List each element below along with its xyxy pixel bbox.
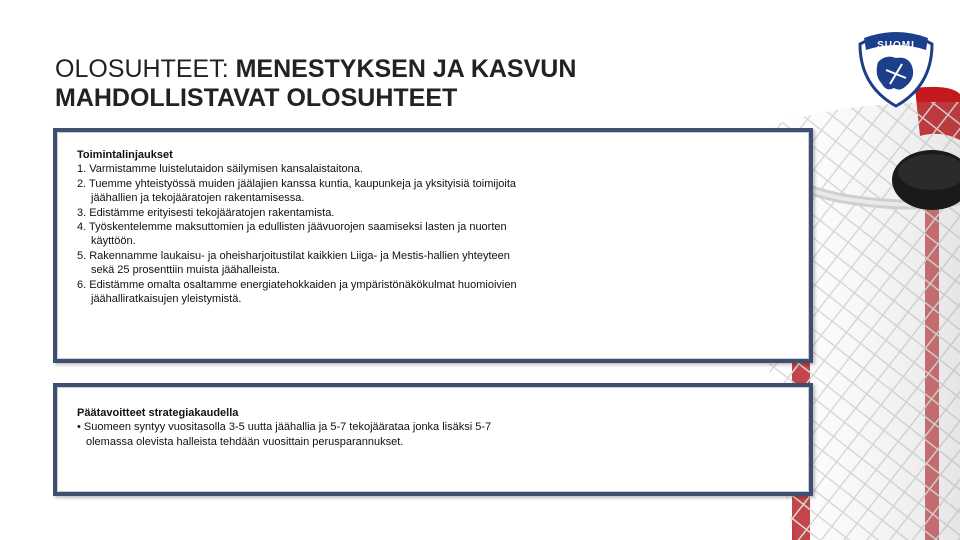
title-line-1: MENESTYKSEN JA KASVUN: [235, 55, 577, 83]
goals-heading: Päätavoitteet strategiakaudella: [77, 407, 239, 419]
lion-shield-icon: [856, 26, 936, 108]
policies-heading: Toimintalinjaukset: [77, 149, 173, 161]
policy-item-5: 5. Rakennamme laukaisu- ja oheisharjoitustilat kaikkien Liiga- ja Mestis-hallien yhteyteen sekä 25 prosenttiin muista jäähalleista.: [77, 249, 510, 277]
policies-content: [77, 148, 517, 306]
goal-item-1: • Suomeen syntyy vuositasolla 3-5 uutta jäähallia ja 5-7 tekojäärataa jonka lisäksi 5-7 olemassa olevista halleista tehdään vuosittain perusparannukset.: [77, 421, 492, 448]
title-prefix: OLOSUHTEET:: [55, 55, 236, 83]
goals-content: [77, 406, 537, 449]
policies-panel: [53, 128, 813, 363]
title-line-2: MAHDOLLISTAVAT OLOSUHTEET: [55, 84, 458, 112]
policy-item-3: 3. Edistämme erityisesti tekojääratojen rakentamista.: [77, 206, 335, 219]
policy-item-1: 1. Varmistamme luistelutaidon säilymisen kansalaistaitona.: [77, 163, 363, 176]
slide-title: [55, 55, 735, 113]
goals-panel: [53, 383, 813, 496]
policy-item-4: 4. Työskentelemme maksuttomien ja edullisten jäävuorojen saamiseksi lasten ja nuorten käyttöön.: [77, 221, 507, 248]
policy-item-6: 6. Edistämme omalta osaltamme energiatehokkaiden ja ympäristönäkökulmat huomioivien jäähalliratkaisujen yleistymistä.: [77, 278, 517, 306]
policy-item-2: 2. Tuemme yhteistyössä muiden jäälajien kanssa kuntia, kaupunkeja ja yksityisiä toimijoita jäähallien ja tekojääratojen rakentamisessa.: [77, 177, 516, 205]
logo-text: SUOMI: [877, 40, 915, 51]
